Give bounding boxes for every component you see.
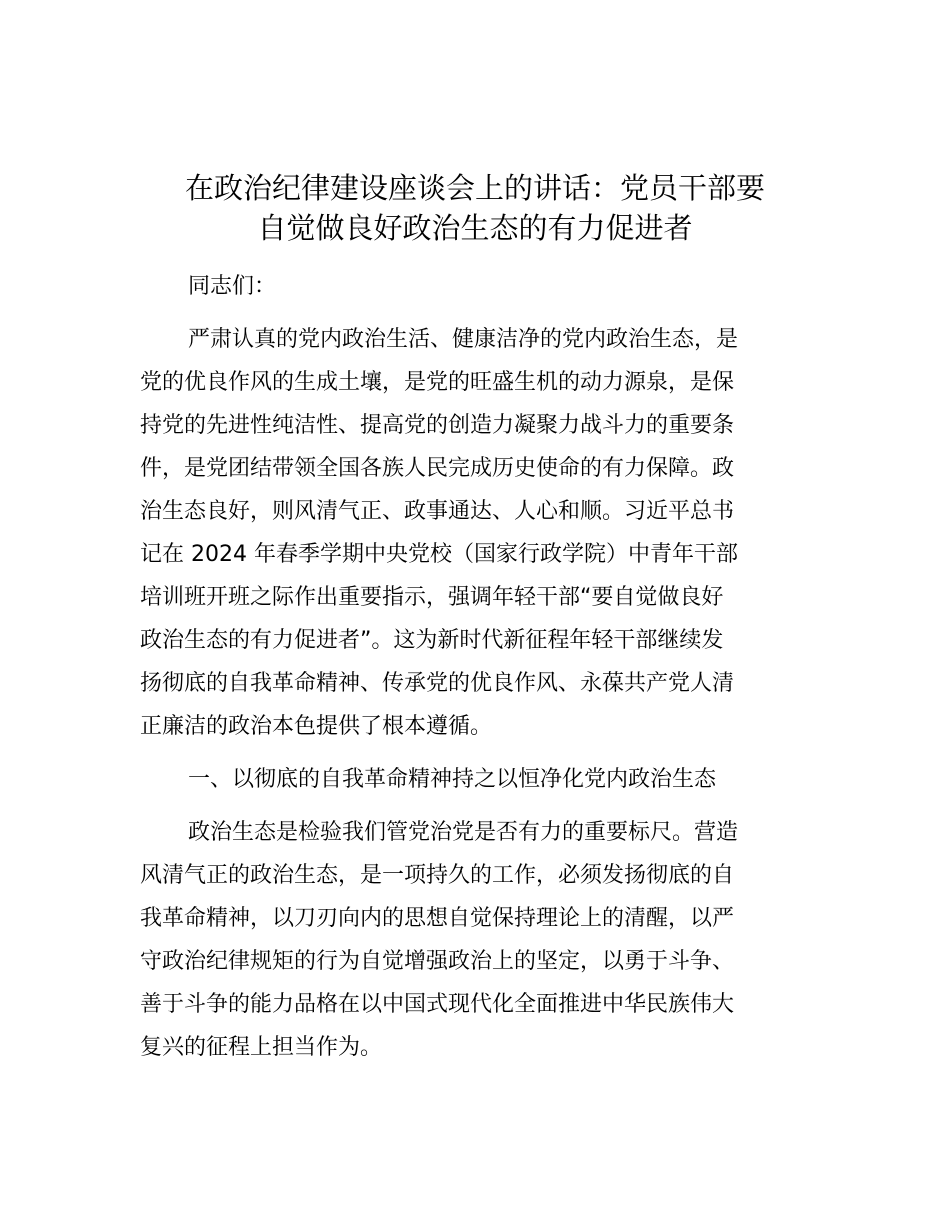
salutation: 同志们： <box>188 274 277 299</box>
paragraph-1-line: 扬彻底的自我革命精神、传承党的优良作风、永葆共产党人清 <box>140 671 735 696</box>
paragraph-1-line: 严肃认真的党内政治生活、健康洁净的党内政治生态，是 <box>188 327 739 352</box>
paragraph-2-line: 守政治纪律规矩的行为自觉增强政治上的坚定，以勇于斗争、 <box>140 949 735 974</box>
paragraph-2-line: 风清气正的政治生态，是一项持久的工作，必须发扬彻底的自 <box>140 863 735 888</box>
paragraph-1-line: 持党的先进性纯洁性、提高党的创造力凝聚力战斗力的重要条 <box>140 413 735 438</box>
paragraph-1-line: 治生态良好，则风清气正、政事通达、人心和顺。习近平总书 <box>140 499 735 524</box>
paragraph-1-line: 件，是党团结带领全国各族人民完成历史使命的有力保障。政 <box>140 456 735 481</box>
paragraph-1-line: 党的优良作风的生成土壤，是党的旺盛生机的动力源泉，是保 <box>140 370 735 395</box>
paragraph-2-line: 复兴的征程上担当作为。 <box>140 1035 383 1060</box>
paragraph-1-line: 培训班开班之际作出重要指示，强调年轻干部“要自觉做良好 <box>140 585 724 610</box>
paragraph-2-line: 政治生态是检验我们管党治党是否有力的重要标尺。营造 <box>188 820 739 845</box>
title-line: 在政治纪律建设座谈会上的讲话：党员干部要 <box>184 171 765 205</box>
paragraph-1-line: 正廉洁的政治本色提供了根本遵循。 <box>140 714 493 739</box>
document-title <box>140 168 810 248</box>
paragraph-2-line: 善于斗争的能力品格在以中国式现代化全面推进中华民族伟大 <box>140 992 735 1017</box>
title-line: 自觉做良好政治生态的有力促进者 <box>257 211 693 245</box>
paragraph-2-line: 我革命精神，以刀刃向内的思想自觉保持理论上的清醒，以严 <box>140 906 735 931</box>
paragraph-1-line: 记在 2024 年春季学期中央党校（国家行政学院）中青年干部 <box>140 542 738 567</box>
section-heading: 一、以彻底的自我革命精神持之以恒净化党内政治生态 <box>188 767 717 792</box>
paragraph-1-line: 政治生态的有力促进者”。这为新时代新征程年轻干部继续发 <box>140 628 724 653</box>
